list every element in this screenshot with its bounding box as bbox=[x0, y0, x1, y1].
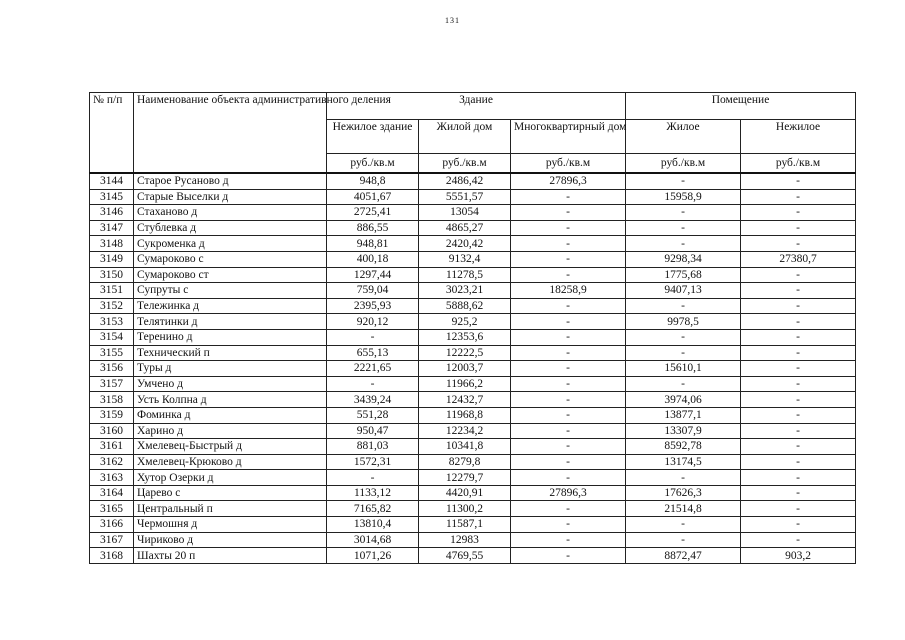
nonresidential-building-price: 400,18 bbox=[327, 251, 419, 267]
object-name: Туры д bbox=[134, 361, 327, 377]
object-name: Сумароково ст bbox=[134, 267, 327, 283]
nonresidential-premises-price: - bbox=[741, 189, 856, 205]
header-building: Здание bbox=[327, 93, 626, 120]
residential-house-price: 11966,2 bbox=[419, 376, 511, 392]
price-table bbox=[89, 92, 856, 564]
residential-house-price: 8279,8 bbox=[419, 454, 511, 470]
header-object-name: Наименование объекта административного деления bbox=[134, 93, 327, 174]
apartment-building-price: - bbox=[511, 345, 626, 361]
residential-house-price: 12222,5 bbox=[419, 345, 511, 361]
row-number: 3155 bbox=[90, 345, 134, 361]
nonresidential-building-price: 1133,12 bbox=[327, 485, 419, 501]
row-number: 3158 bbox=[90, 392, 134, 408]
apartment-building-price: - bbox=[511, 423, 626, 439]
apartment-building-price: - bbox=[511, 361, 626, 377]
object-name: Сукроменка д bbox=[134, 236, 327, 252]
residential-house-price: 3023,21 bbox=[419, 283, 511, 299]
table-row bbox=[90, 470, 856, 486]
residential-premises-price: 13307,9 bbox=[626, 423, 741, 439]
nonresidential-premises-price: - bbox=[741, 532, 856, 548]
table-row bbox=[90, 361, 856, 377]
residential-house-price: 9132,4 bbox=[419, 251, 511, 267]
table-row bbox=[90, 283, 856, 299]
residential-house-price: 2420,42 bbox=[419, 236, 511, 252]
nonresidential-premises-price: - bbox=[741, 267, 856, 283]
nonresidential-premises-price: - bbox=[741, 329, 856, 345]
nonresidential-building-price: 1071,26 bbox=[327, 548, 419, 564]
residential-house-price: 11278,5 bbox=[419, 267, 511, 283]
residential-premises-price: 21514,8 bbox=[626, 501, 741, 517]
row-number: 3157 bbox=[90, 376, 134, 392]
row-number: 3151 bbox=[90, 283, 134, 299]
row-number: 3152 bbox=[90, 298, 134, 314]
residential-house-price: 4865,27 bbox=[419, 220, 511, 236]
row-number: 3167 bbox=[90, 532, 134, 548]
residential-premises-price: - bbox=[626, 329, 741, 345]
residential-premises-price: 13877,1 bbox=[626, 407, 741, 423]
nonresidential-premises-price: - bbox=[741, 376, 856, 392]
row-number: 3144 bbox=[90, 173, 134, 189]
header-premises: Помещение bbox=[626, 93, 856, 120]
residential-house-price: 11587,1 bbox=[419, 517, 511, 533]
apartment-building-price: - bbox=[511, 251, 626, 267]
table-row bbox=[90, 329, 856, 345]
nonresidential-premises-price: - bbox=[741, 392, 856, 408]
apartment-building-price: - bbox=[511, 205, 626, 221]
unit-label: руб./кв.м bbox=[741, 154, 856, 174]
table-row bbox=[90, 532, 856, 548]
object-name: Старое Русаново д bbox=[134, 173, 327, 189]
nonresidential-building-price: - bbox=[327, 376, 419, 392]
row-number: 3147 bbox=[90, 220, 134, 236]
object-name: Стаханово д bbox=[134, 205, 327, 221]
table-row bbox=[90, 392, 856, 408]
nonresidential-building-price: 1572,31 bbox=[327, 454, 419, 470]
table-row bbox=[90, 345, 856, 361]
apartment-building-price: - bbox=[511, 189, 626, 205]
nonresidential-premises-price: - bbox=[741, 501, 856, 517]
nonresidential-premises-price: - bbox=[741, 517, 856, 533]
row-number: 3149 bbox=[90, 251, 134, 267]
apartment-building-price: 27896,3 bbox=[511, 173, 626, 189]
row-number: 3154 bbox=[90, 329, 134, 345]
table-row bbox=[90, 407, 856, 423]
table-row bbox=[90, 454, 856, 470]
header-nonresidential-building: Нежилое здание bbox=[327, 120, 419, 154]
nonresidential-premises-price: - bbox=[741, 298, 856, 314]
residential-premises-price: 17626,3 bbox=[626, 485, 741, 501]
residential-house-price: 12003,7 bbox=[419, 361, 511, 377]
residential-premises-price: 1775,68 bbox=[626, 267, 741, 283]
nonresidential-premises-price: - bbox=[741, 205, 856, 221]
apartment-building-price: - bbox=[511, 517, 626, 533]
nonresidential-premises-price: - bbox=[741, 470, 856, 486]
nonresidential-building-price: 886,55 bbox=[327, 220, 419, 236]
nonresidential-building-price: 948,8 bbox=[327, 173, 419, 189]
table-row bbox=[90, 189, 856, 205]
residential-house-price: 11968,8 bbox=[419, 407, 511, 423]
object-name: Стублевка д bbox=[134, 220, 327, 236]
residential-house-price: 5551,57 bbox=[419, 189, 511, 205]
nonresidential-building-price: - bbox=[327, 329, 419, 345]
row-number: 3163 bbox=[90, 470, 134, 486]
unit-label: руб./кв.м bbox=[419, 154, 511, 174]
nonresidential-premises-price: - bbox=[741, 423, 856, 439]
row-number: 3164 bbox=[90, 485, 134, 501]
residential-premises-price: - bbox=[626, 517, 741, 533]
object-name: Центральный п bbox=[134, 501, 327, 517]
residential-premises-price: 9298,34 bbox=[626, 251, 741, 267]
residential-house-price: 12983 bbox=[419, 532, 511, 548]
object-name: Старые Выселки д bbox=[134, 189, 327, 205]
table-row bbox=[90, 314, 856, 330]
nonresidential-building-price: 7165,82 bbox=[327, 501, 419, 517]
table-row bbox=[90, 485, 856, 501]
nonresidential-building-price: 2395,93 bbox=[327, 298, 419, 314]
residential-house-price: 12353,6 bbox=[419, 329, 511, 345]
apartment-building-price: - bbox=[511, 267, 626, 283]
object-name: Тележинка д bbox=[134, 298, 327, 314]
residential-premises-price: - bbox=[626, 345, 741, 361]
table-row bbox=[90, 173, 856, 189]
residential-premises-price: - bbox=[626, 220, 741, 236]
table-row bbox=[90, 220, 856, 236]
object-name: Хутор Озерки д bbox=[134, 470, 327, 486]
apartment-building-price: - bbox=[511, 298, 626, 314]
row-number: 3161 bbox=[90, 439, 134, 455]
residential-premises-price: 9978,5 bbox=[626, 314, 741, 330]
residential-premises-price: - bbox=[626, 205, 741, 221]
nonresidential-building-price: 13810,4 bbox=[327, 517, 419, 533]
table-row bbox=[90, 251, 856, 267]
apartment-building-price: - bbox=[511, 314, 626, 330]
header-residential-house: Жилой дом bbox=[419, 120, 511, 154]
apartment-building-price: - bbox=[511, 454, 626, 470]
residential-premises-price: - bbox=[626, 236, 741, 252]
object-name: Сумароково с bbox=[134, 251, 327, 267]
object-name: Технический п bbox=[134, 345, 327, 361]
residential-premises-price: 9407,13 bbox=[626, 283, 741, 299]
nonresidential-building-price: 3014,68 bbox=[327, 532, 419, 548]
nonresidential-building-price: 2725,41 bbox=[327, 205, 419, 221]
nonresidential-building-price: 759,04 bbox=[327, 283, 419, 299]
table-body bbox=[90, 173, 856, 563]
header-nonresidential-premises: Нежилое bbox=[741, 120, 856, 154]
header-apartment-building: Многоквартирный дом bbox=[511, 120, 626, 154]
object-name: Теренино д bbox=[134, 329, 327, 345]
row-number: 3150 bbox=[90, 267, 134, 283]
object-name: Харино д bbox=[134, 423, 327, 439]
nonresidential-premises-price: - bbox=[741, 173, 856, 189]
nonresidential-building-price: 950,47 bbox=[327, 423, 419, 439]
table-row bbox=[90, 423, 856, 439]
object-name: Чермошня д bbox=[134, 517, 327, 533]
nonresidential-premises-price: - bbox=[741, 345, 856, 361]
nonresidential-building-price: - bbox=[327, 470, 419, 486]
nonresidential-premises-price: - bbox=[741, 407, 856, 423]
residential-premises-price: - bbox=[626, 532, 741, 548]
table-row bbox=[90, 236, 856, 252]
table-row bbox=[90, 439, 856, 455]
unit-label: руб./кв.м bbox=[626, 154, 741, 174]
row-number: 3162 bbox=[90, 454, 134, 470]
nonresidential-building-price: 948,81 bbox=[327, 236, 419, 252]
nonresidential-premises-price: - bbox=[741, 485, 856, 501]
residential-house-price: 12234,2 bbox=[419, 423, 511, 439]
nonresidential-premises-price: - bbox=[741, 236, 856, 252]
nonresidential-building-price: 551,28 bbox=[327, 407, 419, 423]
nonresidential-premises-price: - bbox=[741, 283, 856, 299]
residential-premises-price: 3974,06 bbox=[626, 392, 741, 408]
table-row bbox=[90, 205, 856, 221]
residential-premises-price: 15958,9 bbox=[626, 189, 741, 205]
apartment-building-price: - bbox=[511, 329, 626, 345]
apartment-building-price: - bbox=[511, 376, 626, 392]
residential-premises-price: - bbox=[626, 298, 741, 314]
nonresidential-building-price: 4051,67 bbox=[327, 189, 419, 205]
row-number: 3165 bbox=[90, 501, 134, 517]
nonresidential-building-price: 1297,44 bbox=[327, 267, 419, 283]
nonresidential-premises-price: - bbox=[741, 314, 856, 330]
apartment-building-price: - bbox=[511, 501, 626, 517]
nonresidential-building-price: 655,13 bbox=[327, 345, 419, 361]
row-number: 3153 bbox=[90, 314, 134, 330]
residential-house-price: 2486,42 bbox=[419, 173, 511, 189]
nonresidential-premises-price: 903,2 bbox=[741, 548, 856, 564]
header-residential-premises: Жилое bbox=[626, 120, 741, 154]
apartment-building-price: - bbox=[511, 548, 626, 564]
row-number: 3166 bbox=[90, 517, 134, 533]
object-name: Чириково д bbox=[134, 532, 327, 548]
object-name: Царево с bbox=[134, 485, 327, 501]
apartment-building-price: 18258,9 bbox=[511, 283, 626, 299]
residential-house-price: 925,2 bbox=[419, 314, 511, 330]
unit-label: руб./кв.м bbox=[327, 154, 419, 174]
residential-premises-price: - bbox=[626, 376, 741, 392]
object-name: Шахты 20 п bbox=[134, 548, 327, 564]
apartment-building-price: - bbox=[511, 470, 626, 486]
object-name: Супруты с bbox=[134, 283, 327, 299]
residential-house-price: 12432,7 bbox=[419, 392, 511, 408]
table-row bbox=[90, 517, 856, 533]
nonresidential-premises-price: 27380,7 bbox=[741, 251, 856, 267]
row-number: 3160 bbox=[90, 423, 134, 439]
apartment-building-price: - bbox=[511, 407, 626, 423]
residential-house-price: 4769,55 bbox=[419, 548, 511, 564]
table-row bbox=[90, 267, 856, 283]
apartment-building-price: - bbox=[511, 236, 626, 252]
nonresidential-building-price: 920,12 bbox=[327, 314, 419, 330]
residential-house-price: 11300,2 bbox=[419, 501, 511, 517]
residential-premises-price: 13174,5 bbox=[626, 454, 741, 470]
object-name: Телятинки д bbox=[134, 314, 327, 330]
residential-house-price: 4420,91 bbox=[419, 485, 511, 501]
apartment-building-price: - bbox=[511, 532, 626, 548]
nonresidential-building-price: 2221,65 bbox=[327, 361, 419, 377]
apartment-building-price: - bbox=[511, 220, 626, 236]
object-name: Фоминка д bbox=[134, 407, 327, 423]
nonresidential-building-price: 3439,24 bbox=[327, 392, 419, 408]
row-number: 3146 bbox=[90, 205, 134, 221]
residential-premises-price: - bbox=[626, 173, 741, 189]
table-row bbox=[90, 376, 856, 392]
residential-premises-price: - bbox=[626, 470, 741, 486]
table-row bbox=[90, 501, 856, 517]
residential-house-price: 12279,7 bbox=[419, 470, 511, 486]
page-number: 131 bbox=[445, 16, 460, 25]
nonresidential-premises-price: - bbox=[741, 361, 856, 377]
apartment-building-price: 27896,3 bbox=[511, 485, 626, 501]
nonresidential-premises-price: - bbox=[741, 220, 856, 236]
table-row bbox=[90, 548, 856, 564]
nonresidential-premises-price: - bbox=[741, 454, 856, 470]
residential-premises-price: 8592,78 bbox=[626, 439, 741, 455]
object-name: Усть Колпна д bbox=[134, 392, 327, 408]
apartment-building-price: - bbox=[511, 439, 626, 455]
object-name: Умчено д bbox=[134, 376, 327, 392]
object-name: Хмелевец-Крюково д bbox=[134, 454, 327, 470]
apartment-building-price: - bbox=[511, 392, 626, 408]
nonresidential-premises-price: - bbox=[741, 439, 856, 455]
object-name: Хмелевец-Быстрый д bbox=[134, 439, 327, 455]
table-row bbox=[90, 298, 856, 314]
row-number: 3156 bbox=[90, 361, 134, 377]
nonresidential-building-price: 881,03 bbox=[327, 439, 419, 455]
residential-house-price: 5888,62 bbox=[419, 298, 511, 314]
row-number: 3145 bbox=[90, 189, 134, 205]
row-number: 3148 bbox=[90, 236, 134, 252]
residential-house-price: 10341,8 bbox=[419, 439, 511, 455]
residential-house-price: 13054 bbox=[419, 205, 511, 221]
row-number: 3168 bbox=[90, 548, 134, 564]
unit-label: руб./кв.м bbox=[511, 154, 626, 174]
residential-premises-price: 15610,1 bbox=[626, 361, 741, 377]
residential-premises-price: 8872,47 bbox=[626, 548, 741, 564]
header-number: № п/п bbox=[90, 93, 134, 174]
row-number: 3159 bbox=[90, 407, 134, 423]
